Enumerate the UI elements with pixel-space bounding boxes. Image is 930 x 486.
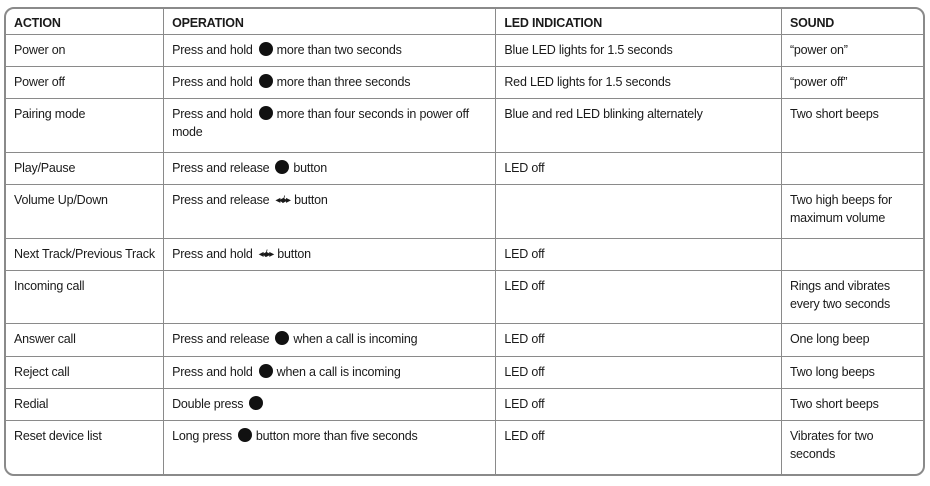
operation-text: Press and release	[172, 192, 270, 207]
action-cell: Pairing mode	[6, 99, 164, 153]
sound-cell: Rings and vibrates every two seconds	[781, 270, 923, 324]
action-cell: Reset device list	[6, 420, 164, 474]
operation-cell	[164, 35, 496, 67]
action-cell: Answer call	[6, 324, 164, 356]
header-action: ACTION	[6, 9, 164, 35]
operation-text: more than two seconds	[276, 43, 402, 57]
sound-cell: Two long beeps	[781, 356, 923, 388]
operation-text: button	[277, 246, 311, 261]
sound-cell: “power off”	[781, 67, 923, 99]
operation-text: button	[294, 192, 328, 207]
action-cell: Reject call	[6, 356, 164, 388]
operation-text: Press and release	[172, 160, 270, 175]
button-dot-icon	[275, 160, 289, 174]
operation-text: Press and hold	[172, 43, 253, 57]
button-dot-icon	[238, 428, 252, 442]
operation-text: button	[293, 160, 327, 175]
sound-cell: Two short beeps	[781, 388, 923, 420]
operation-cell	[164, 420, 496, 474]
table-row	[6, 270, 923, 324]
action-cell: Volume Up/Down	[6, 184, 164, 238]
action-cell: Power off	[6, 67, 164, 99]
operation-text: Press and hold	[172, 246, 253, 261]
table-row	[6, 152, 923, 184]
header-row	[6, 9, 923, 35]
led-indication-cell: LED off	[496, 388, 782, 420]
operation-cell	[164, 152, 496, 184]
led-indication-cell: LED off	[496, 270, 782, 324]
action-cell: Power on	[6, 35, 164, 67]
led-indication-cell: Blue and red LED blinking alternately	[496, 99, 782, 153]
operation-text: when a call is incoming	[293, 332, 418, 347]
operation-cell	[164, 388, 496, 420]
table-row	[6, 35, 923, 67]
led-indication-cell: Red LED lights for 1.5 seconds	[496, 67, 782, 99]
table-row	[6, 420, 923, 474]
operation-cell	[164, 238, 496, 270]
operation-text: button more than five seconds	[255, 428, 418, 443]
button-dot-icon	[249, 396, 263, 410]
sound-cell: “power on”	[781, 35, 923, 67]
led-indication-cell: LED off	[496, 238, 782, 270]
button-dot-icon	[259, 106, 273, 120]
action-cell: Play/Pause	[6, 152, 164, 184]
sound-cell: Vibrates for two seconds	[781, 420, 923, 474]
led-indication-cell: Blue LED lights for 1.5 seconds	[496, 35, 782, 67]
table-row	[6, 324, 923, 356]
led-indication-cell: LED off	[496, 152, 782, 184]
skip-arrows-icon: ◂◂/ ▸▸	[258, 248, 273, 260]
header-operation: OPERATION	[164, 9, 496, 35]
operation-text: Press and hold	[172, 75, 253, 90]
operation-text: when a call is incoming	[276, 364, 401, 379]
operation-cell	[164, 324, 496, 356]
sound-cell	[781, 238, 923, 270]
operation-text: Double press	[172, 396, 244, 411]
led-indication-cell	[496, 184, 782, 238]
table-row	[6, 184, 923, 238]
led-indication-cell: LED off	[496, 324, 782, 356]
table-row	[6, 67, 923, 99]
sound-cell	[781, 152, 923, 184]
button-dot-icon	[259, 42, 273, 56]
action-cell: Redial	[6, 388, 164, 420]
operation-cell	[164, 270, 496, 324]
sound-cell: One long beep	[781, 324, 923, 356]
table-row	[6, 99, 923, 153]
operation-text: more than four seconds in power off mode	[172, 107, 469, 140]
sound-cell: Two short beeps	[781, 99, 923, 153]
skip-arrows-icon: ◂◂ /▸▸	[275, 194, 290, 206]
button-dot-icon	[275, 331, 289, 345]
operation-text: more than three seconds	[276, 75, 411, 90]
button-dot-icon	[259, 74, 273, 88]
operation-text: Press and hold	[172, 107, 253, 122]
table-row	[6, 388, 923, 420]
operation-cell	[164, 356, 496, 388]
table-row	[6, 356, 923, 388]
controls-table	[6, 9, 923, 474]
operation-cell	[164, 67, 496, 99]
table-row	[6, 238, 923, 270]
action-cell: Incoming call	[6, 270, 164, 324]
operation-text: Press and hold	[172, 364, 253, 379]
operation-text: Long press	[172, 428, 232, 443]
controls-table-frame	[4, 7, 925, 476]
header-led-indication: LED INDICATION	[496, 9, 782, 35]
button-dot-icon	[259, 364, 273, 378]
sound-cell: Two high beeps for maximum volume	[781, 184, 923, 238]
operation-text: Press and release	[172, 332, 270, 347]
operation-cell	[164, 184, 496, 238]
led-indication-cell: LED off	[496, 356, 782, 388]
header-sound: SOUND	[781, 9, 923, 35]
led-indication-cell: LED off	[496, 420, 782, 474]
action-cell: Next Track/Previous Track	[6, 238, 164, 270]
operation-cell	[164, 99, 496, 153]
